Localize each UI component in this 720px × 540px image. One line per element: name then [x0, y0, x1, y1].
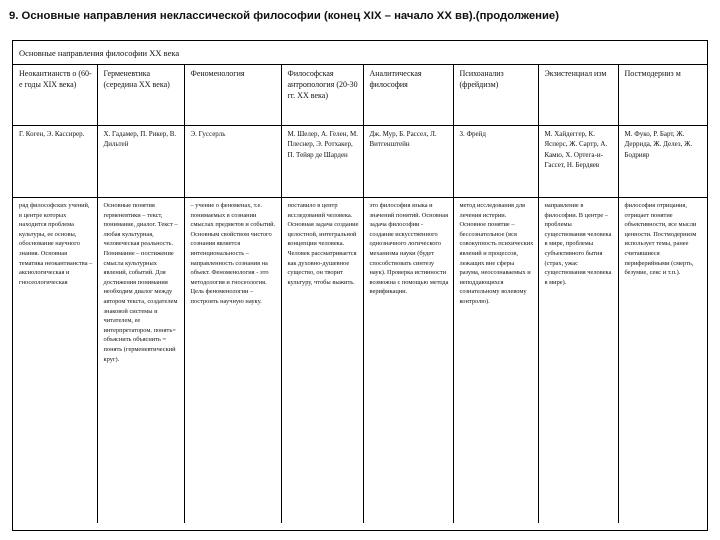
representatives-cell: М. Шелер, А. Гелен, М. Плеснер, Э. Ротхакер, П. Тейяр де Шарден — [281, 126, 363, 198]
table-caption: Основные направления философии XX века — [13, 41, 707, 65]
description-cell: это философия языка и значений понятий. Основная задача философии - создание искусственного однозначного логического механизма науки (будет способствовать синтезу наук). Проверка истинности возможна с помощью метода верификации. — [363, 198, 453, 524]
description-cell: поставило в центр исследований человека. Основная задача создание целостной, интегральной концепции человека. Человек рассматривается как духовно-душевное существо, он творит культуру, чтобы выжить. — [281, 198, 363, 524]
representatives-cell: Г. Коген, Э. Кассирер. — [13, 126, 97, 198]
description-row — [13, 198, 707, 524]
description-cell: Основные понятия герменевтики – текст, понимание, диалог. Текст – любая культурная, человеческая реальность. Понимание – постижение смысла культурных явлений, событий. Для достижения понимания необходим диалог между автором текста, создателем знаковой системы и читателем, ее интерпретатором. понять= объяснить объяснить = понять (герменевтический круг). — [97, 198, 184, 524]
column-header: Экзистенциал изм — [538, 65, 618, 126]
philosophy-table — [12, 40, 708, 531]
column-header: Аналитическая философия — [363, 65, 453, 126]
column-header: Философская антропология (20-30 гг. XX века) — [281, 65, 363, 126]
description-cell: – учение о феноменах, т.е. понимаемых в сознании смыслах предметов и событий. Основным свойством чистого сознания является интенциональность – направленность сознания на объект. Феноменология - это методология и гносеология. Цель феноменологии – построить научную науку. — [184, 198, 281, 524]
column-header: Герменевтика (середина XX века) — [97, 65, 184, 126]
description-cell: метод исследования для лечения истерии. Основное понятие – бессознательное (вся совокупность психических явлений и процессов, лежащих вне сферы разума, неосознаваемых и неподдающихся сознательному волевому контролю). — [453, 198, 538, 524]
description-cell: направление в философии. В центре – проблемы существования человека в мире, проблемы субъективного бытия (страх, ужас существования человека в мире). — [538, 198, 618, 524]
page-title: 9. Основные направления неклассической философии (конец XIX – начало XX вв).(продолжение) — [9, 10, 559, 22]
column-header: Неокантианств о (60-е годы XIX века) — [13, 65, 97, 126]
column-header: Постмодерниз м — [618, 65, 707, 126]
representatives-cell: М. Хайдеггер, К. Ясперс, Ж. Сартр, А. Камю, Х. Ортега-и-Гассет, Н. Бердяев — [538, 126, 618, 198]
directions-grid — [13, 65, 707, 523]
representatives-cell: Х. Гадамер, П. Рикер, В. Дильтей — [97, 126, 184, 198]
header-row — [13, 65, 707, 126]
representatives-cell: З. Фрейд — [453, 126, 538, 198]
representatives-row — [13, 126, 707, 198]
description-cell: ряд философских учений, в центре которых находится проблема культуры, ее основы, обоснование научного знания. Основная тематика неокантианства – аксиологическая и гносеологическая — [13, 198, 97, 524]
description-cell: философия отрицания, отрицает понятие объективности, все мысли ценности. Постмодернизм использует темы, ранее считавшиеся периферийными (смерть, безумие, секс и т.п.). — [624, 202, 697, 277]
representatives-cell: Э. Гуссерль — [184, 126, 281, 198]
column-header: Психоанализ (фрейдизм) — [453, 65, 538, 126]
column-header: Феноменология — [184, 65, 281, 126]
representatives-cell: М. Фуко, Р. Барт, Ж. Деррида, Ж. Делез, Ж. Бодрияр — [618, 126, 707, 198]
representatives-cell: Дж. Мур, Б. Рассел, Л. Витгенштейн — [363, 126, 453, 198]
